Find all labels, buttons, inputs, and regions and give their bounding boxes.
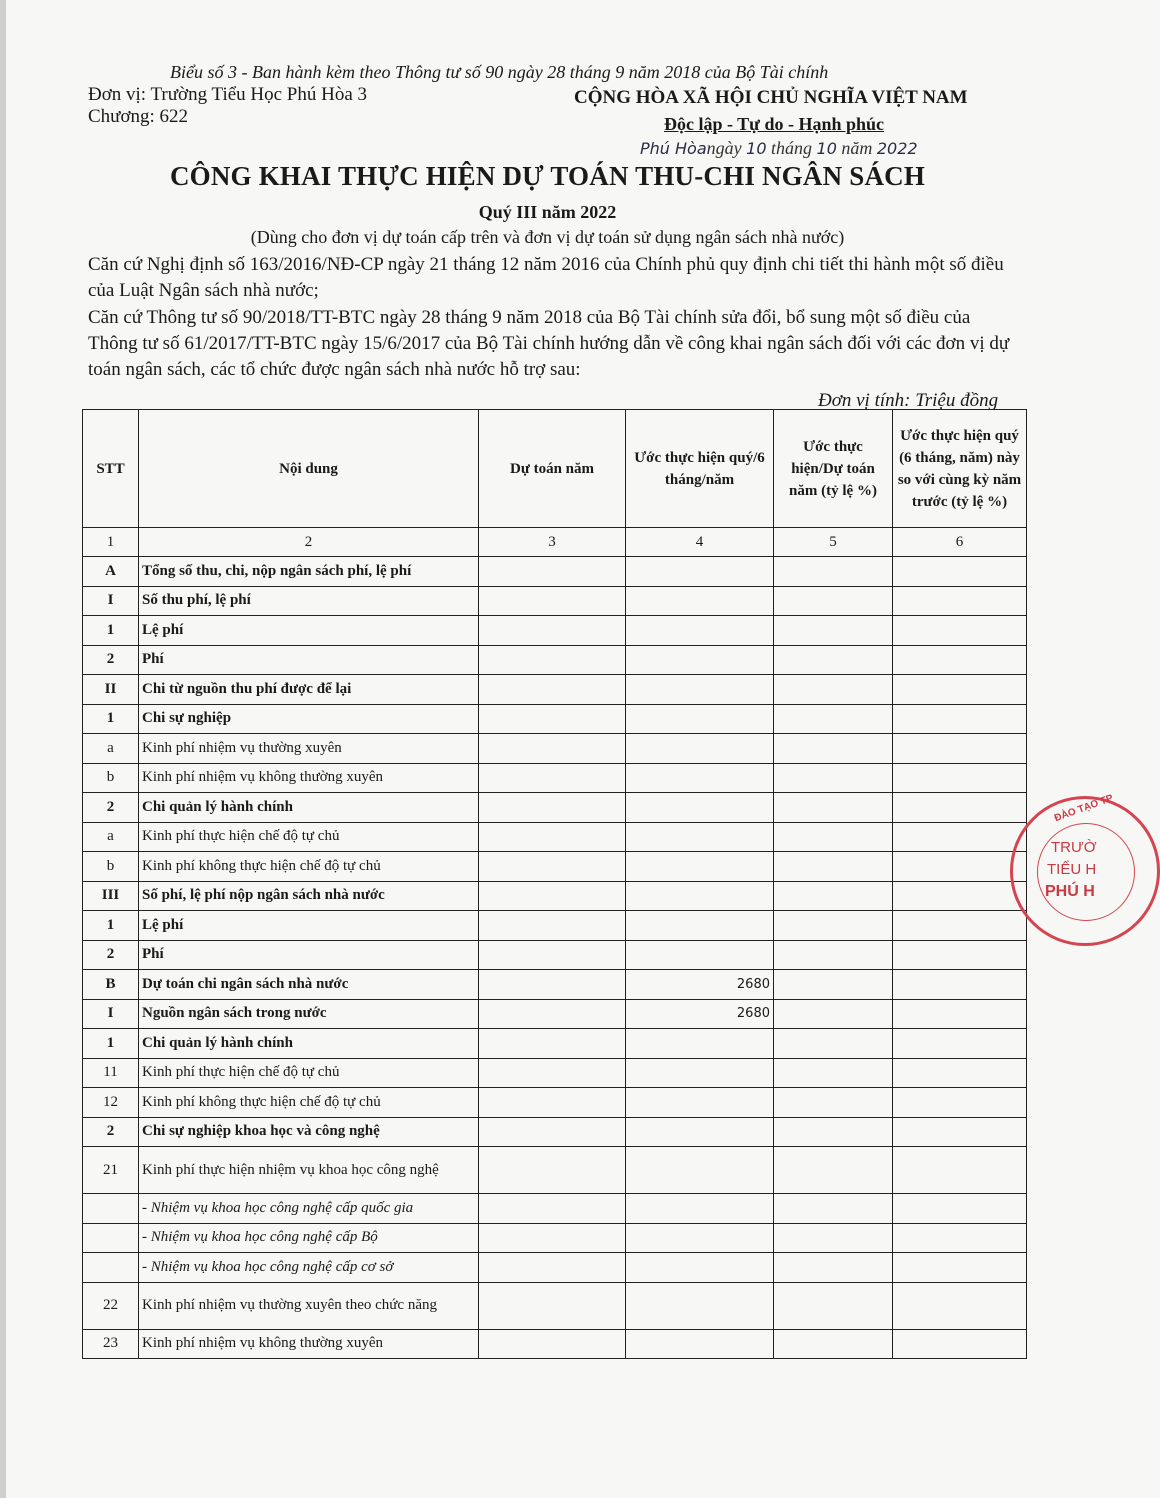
- row-content: - Nhiệm vụ khoa học công nghệ cấp quốc gia: [139, 1194, 479, 1224]
- row-value-c6: [893, 1329, 1027, 1359]
- row-content: Lệ phí: [139, 911, 479, 941]
- row-value-c6: [893, 970, 1027, 1000]
- row-value-c5: [774, 586, 893, 616]
- row-content: Phí: [139, 940, 479, 970]
- table-row: [83, 704, 1027, 734]
- unit-name: Đơn vị: Trường Tiểu Học Phú Hòa 3: [88, 84, 368, 105]
- legal-basis-circular: Căn cứ Thông tư số 90/2018/TT-BTC ngày 28 tháng 9 năm 2018 của Bộ Tài chính sửa đổi, bổ sung một số điều của Thông tư số 61/2017/TT-BTC ngày 15/6/2017 của Bộ Tài chính hướng dẫn về công khai ngân sách đối với các đơn vị dự toán ngân sách, các tổ chức được ngân sách nhà nước hỗ trợ sau:: [88, 307, 1010, 380]
- page-edge: [0, 0, 6, 1498]
- row-value-c5: [774, 793, 893, 823]
- row-value-c3: [479, 1029, 626, 1059]
- row-value-c3: [479, 557, 626, 587]
- row-value-c5: [774, 1088, 893, 1118]
- row-stt: A: [83, 557, 139, 587]
- row-value-c5: [774, 911, 893, 941]
- row-value-c4: [626, 675, 774, 705]
- table-row: [83, 1029, 1027, 1059]
- row-value-c5: [774, 852, 893, 882]
- row-value-c6: [893, 911, 1027, 941]
- date-month: 10: [816, 139, 837, 158]
- row-stt: 2: [83, 1117, 139, 1147]
- row-value-c6: [893, 852, 1027, 882]
- row-value-c3: [479, 734, 626, 764]
- row-content: Kinh phí nhiệm vụ thường xuyên: [139, 734, 479, 764]
- row-content: Kinh phí thực hiện chế độ tự chủ: [139, 1058, 479, 1088]
- seal-ring-text: ĐÀO TẠO TP: [1052, 792, 1115, 825]
- row-value-c6: [893, 1253, 1027, 1283]
- table-header-row: [83, 410, 1027, 528]
- row-stt: 1: [83, 704, 139, 734]
- row-value-c5: [774, 1282, 893, 1329]
- date-day: 10: [746, 139, 767, 158]
- row-content: Phí: [139, 645, 479, 675]
- national-motto: Độc lập - Tự do - Hạnh phúc: [664, 114, 885, 134]
- row-value-c5: [774, 999, 893, 1029]
- chapter-code: Chương: 622: [88, 106, 189, 127]
- row-value-c4: [626, 881, 774, 911]
- row-value-c4: [626, 1282, 774, 1329]
- row-stt: a: [83, 734, 139, 764]
- column-number: 3: [479, 528, 626, 557]
- row-value-c3: [479, 704, 626, 734]
- row-value-c6: [893, 1223, 1027, 1253]
- row-value-c5: [774, 1223, 893, 1253]
- table-row: [83, 586, 1027, 616]
- row-value-c6: [893, 1058, 1027, 1088]
- table-row: [83, 1117, 1027, 1147]
- row-value-c3: [479, 970, 626, 1000]
- row-content: Chi sự nghiệp: [139, 704, 479, 734]
- row-content: Kinh phí nhiệm vụ thường xuyên theo chức năng: [139, 1282, 479, 1329]
- row-value-c5: [774, 881, 893, 911]
- table-row: [83, 911, 1027, 941]
- table-row: [83, 1329, 1027, 1359]
- row-stt: 11: [83, 1058, 139, 1088]
- row-value-c6: [893, 1029, 1027, 1059]
- row-value-c5: [774, 1147, 893, 1194]
- row-value-c3: [479, 1223, 626, 1253]
- row-content: Tổng số thu, chi, nộp ngân sách phí, lệ phí: [139, 557, 479, 587]
- row-content: Dự toán chi ngân sách nhà nước: [139, 970, 479, 1000]
- date-line: [640, 138, 918, 159]
- row-value-c5: [774, 970, 893, 1000]
- table-row: [83, 557, 1027, 587]
- row-content: Chi từ nguồn thu phí được để lại: [139, 675, 479, 705]
- header-estimated-execution: Ước thực hiện quý/6 tháng/năm: [626, 410, 774, 528]
- table-row: [83, 1147, 1027, 1194]
- row-value-c5: [774, 763, 893, 793]
- row-value-c6: [893, 763, 1027, 793]
- header-annual-estimate: Dự toán năm: [479, 410, 626, 528]
- row-value-c6: [893, 1147, 1027, 1194]
- table-row: [83, 734, 1027, 764]
- row-value-c3: [479, 822, 626, 852]
- row-stt: b: [83, 852, 139, 882]
- reporting-quarter: Quý III năm 2022: [478, 202, 617, 222]
- row-stt: [83, 1194, 139, 1224]
- row-stt: 22: [83, 1282, 139, 1329]
- table-row: [83, 1223, 1027, 1253]
- row-value-c4: [626, 1147, 774, 1194]
- row-value-c4: [626, 822, 774, 852]
- row-value-c4: [626, 1117, 774, 1147]
- row-value-c6: [893, 645, 1027, 675]
- row-value-c3: [479, 1058, 626, 1088]
- row-content: Chi quản lý hành chính: [139, 793, 479, 823]
- row-value-c3: [479, 940, 626, 970]
- row-stt: III: [83, 881, 139, 911]
- table-row: [83, 675, 1027, 705]
- legal-basis-decree: Căn cứ Nghị định số 163/2016/NĐ-CP ngày 21 tháng 12 năm 2016 của Chính phủ quy định chi tiết thi hành một số điều của Luật Ngân sách nhà nước;: [88, 254, 1004, 301]
- row-value-c4: [626, 852, 774, 882]
- row-content: Kinh phí không thực hiện chế độ tự chủ: [139, 1088, 479, 1118]
- row-value-c5: [774, 940, 893, 970]
- row-value-c6: [893, 822, 1027, 852]
- row-value-c4: [626, 1223, 774, 1253]
- column-number: 6: [893, 528, 1027, 557]
- row-stt: b: [83, 763, 139, 793]
- row-value-c3: [479, 1147, 626, 1194]
- row-value-c4: [626, 704, 774, 734]
- row-value-c3: [479, 675, 626, 705]
- row-value-c6: [893, 1088, 1027, 1118]
- row-value-c5: [774, 704, 893, 734]
- row-value-c6: [893, 940, 1027, 970]
- row-value-c3: [479, 999, 626, 1029]
- row-stt: [83, 1253, 139, 1283]
- row-value-c6: [893, 1282, 1027, 1329]
- table-row: [83, 763, 1027, 793]
- row-value-c5: [774, 1329, 893, 1359]
- row-value-c5: [774, 557, 893, 587]
- row-content: Số thu phí, lệ phí: [139, 586, 479, 616]
- row-value-c3: [479, 1088, 626, 1118]
- row-value-c6: [893, 734, 1027, 764]
- row-value-c5: [774, 645, 893, 675]
- row-value-c4: [626, 793, 774, 823]
- row-content: Lệ phí: [139, 616, 479, 646]
- column-number-row: [83, 528, 1027, 557]
- row-value-c5: [774, 1253, 893, 1283]
- table-row: [83, 881, 1027, 911]
- date-word-day: ngày: [706, 138, 742, 158]
- row-value-c3: [479, 1194, 626, 1224]
- table-row: [83, 1282, 1027, 1329]
- budget-table: [82, 409, 1027, 1359]
- row-value-c3: [479, 793, 626, 823]
- row-value-c5: [774, 1029, 893, 1059]
- row-content: Kinh phí nhiệm vụ không thường xuyên: [139, 1329, 479, 1359]
- row-value-c3: [479, 1282, 626, 1329]
- row-stt: 2: [83, 793, 139, 823]
- header-stt: STT: [83, 410, 139, 528]
- row-value-c4: [626, 911, 774, 941]
- row-value-c3: [479, 1253, 626, 1283]
- row-content: Chi sự nghiệp khoa học và công nghệ: [139, 1117, 479, 1147]
- row-content: Kinh phí thực hiện nhiệm vụ khoa học công nghệ: [139, 1147, 479, 1194]
- row-content: Kinh phí thực hiện chế độ tự chủ: [139, 822, 479, 852]
- row-value-c6: [893, 557, 1027, 587]
- row-content: - Nhiệm vụ khoa học công nghệ cấp cơ sở: [139, 1253, 479, 1283]
- row-stt: 21: [83, 1147, 139, 1194]
- row-stt: a: [83, 822, 139, 852]
- table-row: [83, 1194, 1027, 1224]
- table-row: [83, 616, 1027, 646]
- table-row: [83, 1058, 1027, 1088]
- row-stt: 2: [83, 645, 139, 675]
- row-stt: 1: [83, 911, 139, 941]
- row-value-c4: [626, 1029, 774, 1059]
- row-value-c6: [893, 999, 1027, 1029]
- national-title: CỘNG HÒA XÃ HỘI CHỦ NGHĨA VIỆT NAM: [574, 87, 968, 108]
- row-value-c4: [626, 1194, 774, 1224]
- row-value-c4: [626, 616, 774, 646]
- date-word-month: tháng: [771, 138, 813, 158]
- row-value-c3: [479, 881, 626, 911]
- seal-text-line2: TIỂU H: [1047, 861, 1097, 878]
- usage-note: (Dùng cho đơn vị dự toán cấp trên và đơn vị dự toán sử dụng ngân sách nhà nước): [250, 227, 845, 247]
- row-value-c6: [893, 1117, 1027, 1147]
- row-value-c3: [479, 616, 626, 646]
- row-value-c3: [479, 586, 626, 616]
- row-stt: I: [83, 999, 139, 1029]
- row-content: Kinh phí không thực hiện chế độ tự chủ: [139, 852, 479, 882]
- column-number: 2: [139, 528, 479, 557]
- row-value-c6: [893, 616, 1027, 646]
- row-value-c5: [774, 616, 893, 646]
- row-value-c6: [893, 1194, 1027, 1224]
- row-value-c5: [774, 1058, 893, 1088]
- row-value-c6: [893, 675, 1027, 705]
- header-content: Nội dung: [139, 410, 479, 528]
- row-value-c5: [774, 1117, 893, 1147]
- table-row: [83, 1088, 1027, 1118]
- date-word-year: năm: [841, 138, 873, 158]
- row-value-c3: [479, 1329, 626, 1359]
- row-value-c4: [626, 940, 774, 970]
- row-value-c4: 2680: [626, 970, 774, 1000]
- row-stt: 23: [83, 1329, 139, 1359]
- row-value-c3: [479, 645, 626, 675]
- row-value-c3: [479, 852, 626, 882]
- row-stt: 2: [83, 940, 139, 970]
- table-row: [83, 822, 1027, 852]
- table-row: [83, 1253, 1027, 1283]
- row-value-c4: [626, 1088, 774, 1118]
- table-row: [83, 999, 1027, 1029]
- header-year-over-year-ratio: Ước thực hiện quý (6 tháng, năm) này so với cùng kỳ năm trước (tỷ lệ %): [893, 410, 1027, 528]
- table-row: [83, 970, 1027, 1000]
- row-value-c3: [479, 911, 626, 941]
- row-value-c4: [626, 1329, 774, 1359]
- document-title: CÔNG KHAI THỰC HIỆN DỰ TOÁN THU-CHI NGÂN SÁCH: [169, 161, 926, 191]
- row-value-c6: [893, 793, 1027, 823]
- column-number: 5: [774, 528, 893, 557]
- row-value-c4: [626, 645, 774, 675]
- row-value-c6: [893, 881, 1027, 911]
- table-row: [83, 793, 1027, 823]
- row-content: - Nhiệm vụ khoa học công nghệ cấp Bộ: [139, 1223, 479, 1253]
- row-value-c6: [893, 586, 1027, 616]
- row-content: Nguồn ngân sách trong nước: [139, 999, 479, 1029]
- row-stt: [83, 1223, 139, 1253]
- row-value-c4: [626, 734, 774, 764]
- row-value-c4: [626, 1253, 774, 1283]
- row-value-c3: [479, 763, 626, 793]
- official-seal: [1010, 792, 1160, 946]
- row-value-c5: [774, 734, 893, 764]
- form-note: Biểu số 3 - Ban hành kèm theo Thông tư số 90 ngày 28 tháng 9 năm 2018 của Bộ Tài chính: [170, 62, 829, 82]
- table-row: [83, 645, 1027, 675]
- seal-text-line3: PHÚ H: [1045, 883, 1095, 900]
- header-execution-ratio: Ước thực hiện/Dự toán năm (tỷ lệ %): [774, 410, 893, 528]
- currency-unit: Đơn vị tính: Triệu đồng: [818, 390, 999, 411]
- row-stt: 1: [83, 1029, 139, 1059]
- row-value-c6: [893, 704, 1027, 734]
- row-value-c4: 2680: [626, 999, 774, 1029]
- row-value-c3: [479, 1117, 626, 1147]
- row-content: Kinh phí nhiệm vụ không thường xuyên: [139, 763, 479, 793]
- table-row: [83, 852, 1027, 882]
- row-content: Số phí, lệ phí nộp ngân sách nhà nước: [139, 881, 479, 911]
- row-stt: B: [83, 970, 139, 1000]
- row-value-c4: [626, 586, 774, 616]
- row-value-c5: [774, 675, 893, 705]
- row-value-c5: [774, 1194, 893, 1224]
- row-stt: 12: [83, 1088, 139, 1118]
- row-value-c4: [626, 1058, 774, 1088]
- date-year: 2022: [876, 139, 918, 158]
- row-value-c4: [626, 763, 774, 793]
- row-content: Chi quản lý hành chính: [139, 1029, 479, 1059]
- table-row: [83, 940, 1027, 970]
- row-value-c4: [626, 557, 774, 587]
- row-value-c5: [774, 822, 893, 852]
- seal-text-line1: TRƯỜ: [1051, 839, 1097, 856]
- row-stt: II: [83, 675, 139, 705]
- column-number: 4: [626, 528, 774, 557]
- date-place: Phú Hòa: [640, 139, 707, 158]
- row-stt: I: [83, 586, 139, 616]
- column-number: 1: [83, 528, 139, 557]
- row-stt: 1: [83, 616, 139, 646]
